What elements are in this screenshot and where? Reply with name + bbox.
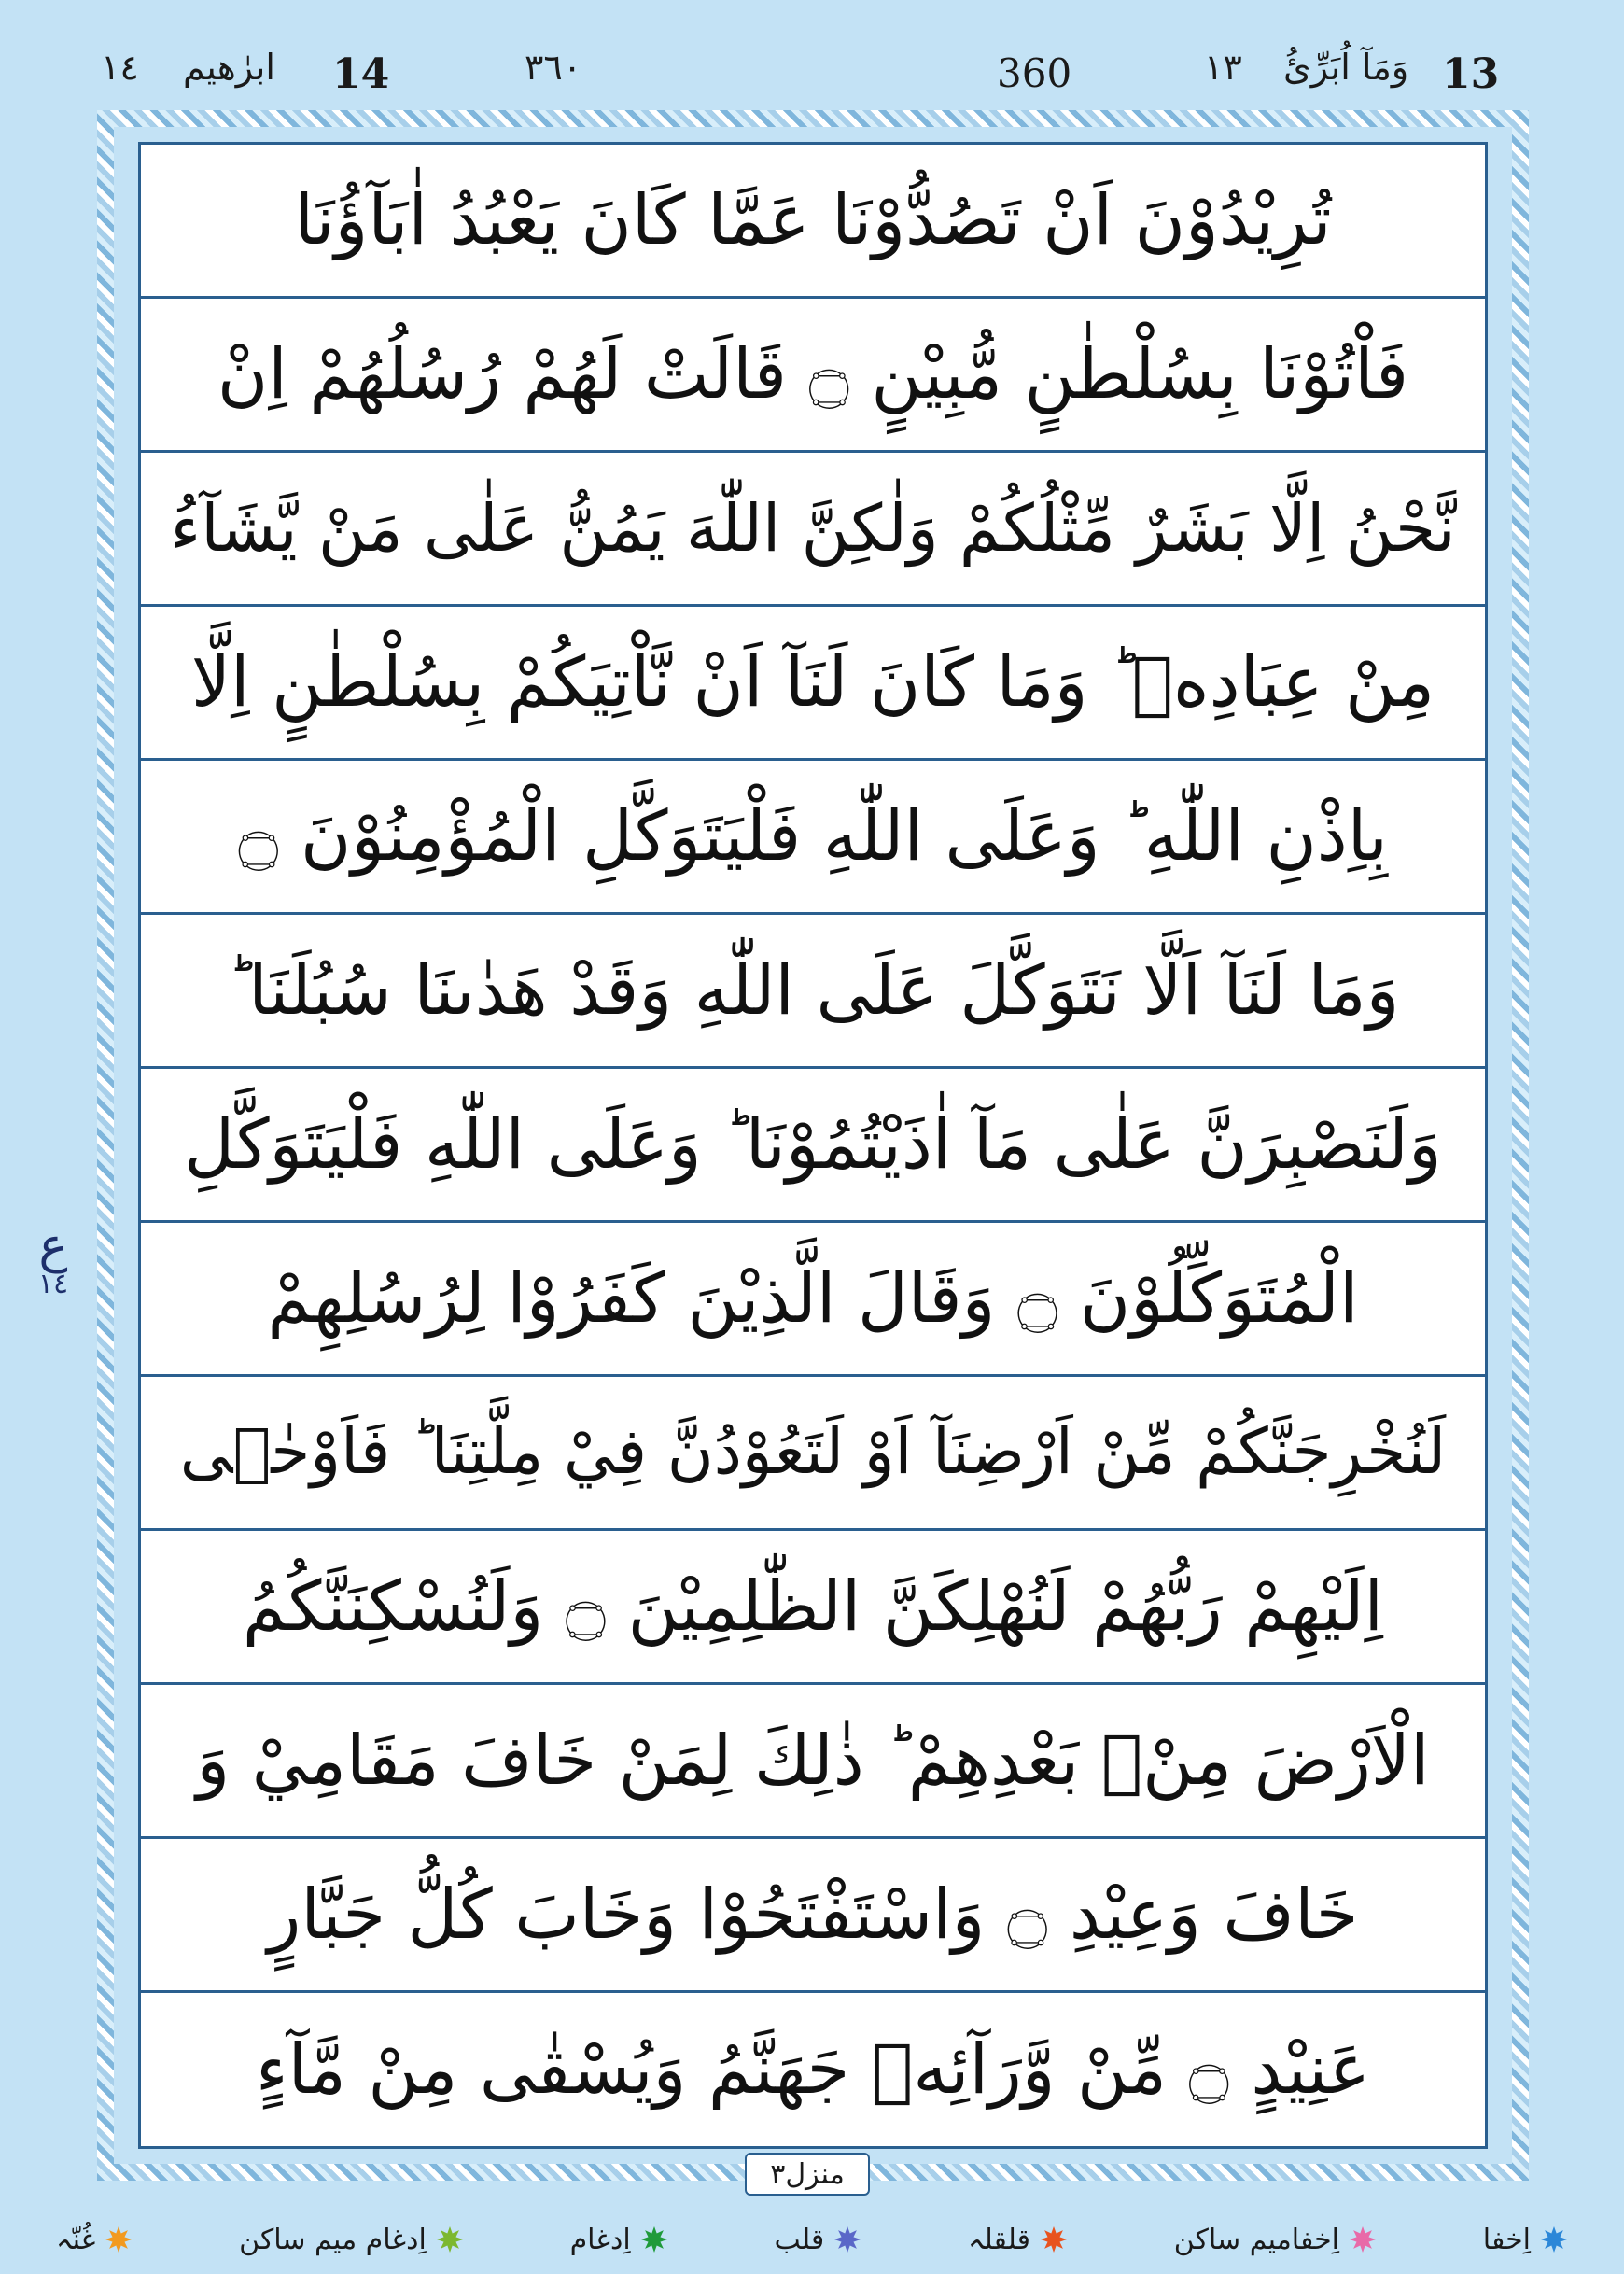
legend-item (56, 2224, 133, 2256)
ruku-symbol: ع (38, 1218, 68, 1274)
text-line (141, 1839, 1485, 1993)
legend-item (239, 2224, 464, 2256)
page-number-arabic: ٣٦٠ (525, 47, 582, 88)
legend-label: اِدغام (569, 2223, 631, 2256)
legend-label: غُنّہ (56, 2223, 96, 2256)
legend-item (968, 2224, 1068, 2256)
surah-name: ابرٰهیم (183, 47, 275, 88)
surah-number: 14 (332, 50, 390, 98)
ruku-number: ١٤ (37, 1268, 69, 1300)
legend-item (1483, 2224, 1568, 2256)
page-header (0, 37, 1624, 112)
text-line (141, 453, 1485, 607)
text-line (141, 1993, 1485, 2146)
star-icon (833, 2225, 861, 2253)
text-line (141, 299, 1485, 453)
star-icon (105, 2225, 133, 2253)
text-line (141, 1531, 1485, 1685)
legend-label: اِخفامیم ساکن (1173, 2223, 1339, 2256)
surah-number-arabic: ١٤ (101, 47, 139, 88)
juz-number: 13 (1442, 50, 1500, 98)
star-icon (1349, 2225, 1377, 2253)
ayah-text: اِلَيْهِمْ رَبُّهُمْ لَنُهْلِكَنَّ الظّٰلِمِيْنَ ۝ وَلَنُسْكِنَنَّكُمُ (242, 1566, 1384, 1647)
star-icon (1040, 2225, 1068, 2253)
ayah-text: عَنِيْدٍ ۝ مِّنْ وَّرَآئِهٖ جَهَنَّمُ وَيُسْقٰى مِنْ مَّآءٍ (255, 2029, 1371, 2110)
page-number: 360 (997, 50, 1072, 96)
text-line (141, 761, 1485, 915)
text-line (141, 1685, 1485, 1839)
legend-label: قلب (774, 2223, 825, 2256)
ayah-text: فَاْتُوْنَا بِسُلْطٰنٍ مُّبِيْنٍ ۝ قَالَتْ لَهُمْ رُسُلُهُمْ اِنْ (217, 334, 1409, 414)
ayah-text: خَافَ وَعِيْدِ ۝ وَاسْتَفْتَحُوْا وَخَابَ كُلُّ جَبَّارٍ (267, 1874, 1359, 1955)
ayah-text: وَمَا لَنَآ اَلَّا نَتَوَكَّلَ عَلَى اللّٰهِ وَقَدْ هَدٰىنَا سُبُلَنَا ؕ (226, 950, 1400, 1031)
text-line (141, 1223, 1485, 1377)
juz-name: وَمَآ اُبَرِّئُ (1283, 47, 1409, 88)
ayah-text: وَلَنَصْبِرَنَّ عَلٰى مَآ اٰذَيْتُمُوْنَا ؕ وَعَلَى اللّٰهِ فَلْيَتَوَكَّلِ (184, 1104, 1442, 1185)
ayah-text: بِاِذْنِ اللّٰهِ ؕ وَعَلَى اللّٰهِ فَلْيَتَوَكَّلِ الْمُؤْمِنُوْنَ ۝ (238, 796, 1388, 877)
ruku-marker (21, 1204, 86, 1316)
ayah-text: الْمُتَوَكِّلُوْنَ ۝ وَقَالَ الَّذِيْنَ كَفَرُوْا لِرُسُلِهِمْ (267, 1258, 1359, 1339)
text-panel (138, 142, 1488, 2149)
legend-item (774, 2224, 861, 2256)
legend-label: قلقلہ (968, 2223, 1030, 2256)
text-line (141, 145, 1485, 299)
star-icon (436, 2225, 464, 2253)
tajweed-legend (56, 2216, 1568, 2263)
ayah-text: نَّحْنُ اِلَّا بَشَرٌ مِّثْلُكُمْ وَلٰكِنَّ اللّٰهَ يَمُنُّ عَلٰى مَنْ يَّشَآءُ (170, 490, 1456, 567)
legend-label: اِخفا (1482, 2223, 1531, 2256)
text-line (141, 607, 1485, 761)
ayah-text: لَنُخْرِجَنَّكُمْ مِّنْ اَرْضِنَآ اَوْ لَتَعُوْدُنَّ فِيْ مِلَّتِنَا ؕ فَاَوْحٰۤى (179, 1415, 1447, 1489)
legend-label: اِدغام میم ساکن (239, 2223, 427, 2256)
ayah-text: تُرِيْدُوْنَ اَنْ تَصُدُّوْنَا عَمَّا كَانَ يَعْبُدُ اٰبَآؤُنَا (294, 180, 1332, 260)
legend-item (1174, 2224, 1377, 2256)
star-icon (1540, 2225, 1568, 2253)
legend-item (570, 2224, 668, 2256)
text-line (141, 915, 1485, 1069)
manzil-label: منزل٣ (745, 2153, 870, 2196)
text-line (141, 1069, 1485, 1223)
ayah-text: الْاَرْضَ مِنْۢ بَعْدِهِمْ ؕ ذٰلِكَ لِمَنْ خَافَ مَقَامِيْ وَ (196, 1720, 1430, 1801)
text-line (141, 1377, 1485, 1531)
star-icon (640, 2225, 668, 2253)
juz-number-arabic: ١٣ (1204, 47, 1242, 88)
ayah-text: مِنْ عِبَادِهٖ ؕ وَمَا كَانَ لَنَآ اَنْ نَّاْتِيَكُمْ بِسُلْطٰنٍ اِلَّا (190, 642, 1435, 723)
